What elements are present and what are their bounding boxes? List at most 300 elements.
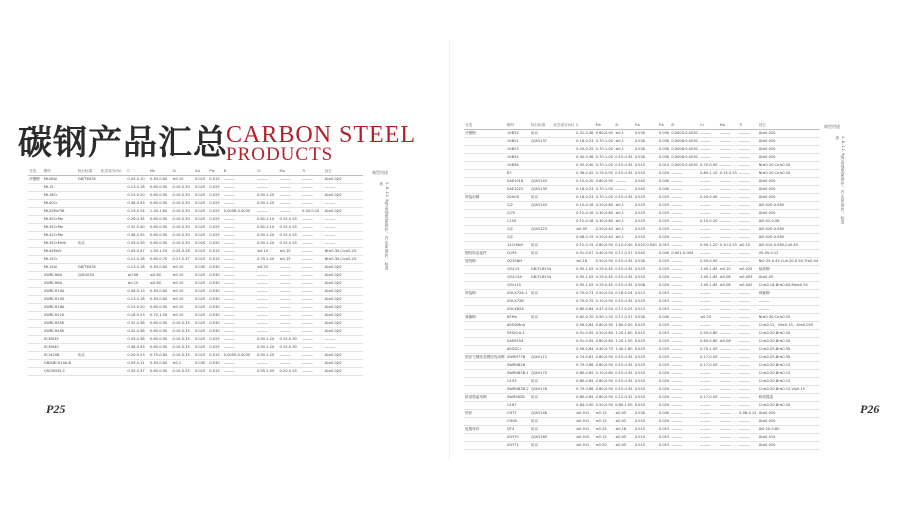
table-cell: ——— — [719, 154, 739, 162]
table-row — [464, 418, 820, 426]
table-cell: ——— — [738, 146, 758, 154]
typical-use-header-left: 典型用途 — [372, 170, 388, 175]
table-cell: 0.020 — [658, 170, 670, 178]
table-cell: 0.15-0.25 — [719, 170, 739, 178]
table-cell: 0.0008-0.0035 — [223, 208, 256, 216]
table-cell: ——— — [719, 162, 739, 170]
table-cell — [552, 226, 575, 234]
table-cell: ——— — [719, 178, 739, 186]
table-cell: 0.025-0.040 — [634, 242, 658, 250]
table-cell — [77, 200, 100, 208]
table-cell: 0.15-0.35 — [614, 274, 634, 282]
table-cell — [530, 258, 552, 266]
table-cell — [28, 352, 43, 360]
table-cell: B7 — [506, 170, 530, 178]
table-cell: QGr115 — [506, 282, 530, 290]
table-cell: ——— — [699, 426, 719, 434]
table-row — [28, 280, 363, 288]
table-cell — [464, 178, 506, 186]
table-cell: 0.19-0.24 — [126, 208, 149, 216]
table-cell: Al≥0.020 — [324, 280, 363, 288]
table-cell: 0.020 — [658, 274, 670, 282]
table-cell: 0.020 — [658, 378, 670, 386]
table-cell: 0.70-0.90 — [595, 298, 615, 306]
table-cell — [28, 304, 43, 312]
column-header: C — [126, 168, 149, 176]
table-cell: 0.025 — [194, 336, 208, 344]
table-cell: 0.10-0.30 — [171, 208, 194, 216]
table-cell: 协议 — [530, 314, 552, 322]
table-cell: ——— — [738, 154, 758, 162]
table-cell: ——— — [223, 216, 256, 224]
table-cell — [552, 258, 575, 266]
table-cell: 0.70-0.73 — [575, 290, 595, 298]
table-cell — [530, 234, 552, 242]
table-cell: Cu≤0.20,Ni≤0.20 — [758, 402, 820, 410]
table-row — [464, 442, 820, 450]
table-cell: 0.025 — [194, 272, 208, 280]
column-header: 化学成分(%) — [552, 122, 575, 130]
table-cell: 0.17-0.50 — [699, 362, 719, 370]
table-row — [28, 312, 363, 320]
table-cell: Ni≤0.30,Cu≤0.25 — [324, 248, 363, 256]
table-cell: ——— — [223, 232, 256, 240]
table-cell: ≤0.1 — [614, 234, 634, 242]
table-cell: SCM440 — [43, 344, 77, 352]
table-cell: 0.15-0.35 — [614, 282, 634, 290]
table-cell: 协议 — [77, 352, 100, 360]
table-cell: 0.24-0.28 — [171, 248, 194, 256]
table-row — [28, 320, 363, 328]
table-cell: ——— — [223, 336, 256, 344]
table-cell: 0.020 — [634, 378, 658, 386]
table-cell: 0.040 — [634, 186, 658, 194]
table-cell: 0.10-0.30 — [171, 232, 194, 240]
table-cell: 0.05-0.10 — [126, 176, 149, 184]
table-cell: Q/XG130 — [530, 186, 552, 194]
table-cell: 0.020 — [634, 234, 658, 242]
table-row — [464, 274, 820, 282]
column-header: Mn — [595, 122, 615, 130]
table-cell: 0.0005-0.0030 — [670, 162, 699, 170]
table-cell: 0.025 — [208, 344, 222, 352]
table-cell — [464, 186, 506, 194]
page-title-english-line2: PRODUCTS — [226, 144, 334, 165]
table-cell: 1.40-1.65 — [699, 274, 719, 282]
table-cell: ——— — [738, 186, 758, 194]
table-cell: 0.020 — [194, 240, 208, 248]
table-cell: ——— — [738, 226, 758, 234]
table-cell: Al≥0.020 — [758, 154, 820, 162]
table-cell: ≤0.05 — [575, 226, 595, 234]
table-cell: ——— — [699, 442, 719, 450]
table-cell — [464, 322, 506, 330]
table-row — [464, 338, 820, 346]
table-cell — [100, 264, 126, 272]
table-cell: ——— — [223, 256, 256, 264]
table-cell: ——— — [670, 362, 699, 370]
table-cell: 0.13-0.18 — [126, 184, 149, 192]
column-header: 执行标准 — [530, 122, 552, 130]
table-cell: 0.015 — [194, 368, 208, 376]
table-cell: ——— — [223, 184, 256, 192]
table-cell: ——— — [719, 418, 739, 426]
table-cell — [552, 426, 575, 434]
table-cell: ——— — [738, 210, 758, 218]
typical-use-header-right: 典型用途 — [824, 124, 840, 129]
table-cell: Al≥0.020 — [324, 192, 363, 200]
table-cell: ——— — [719, 386, 739, 394]
table-cell: Al≥0.020 — [324, 264, 363, 272]
table-cell: 0.025 — [194, 280, 208, 288]
table-cell — [552, 298, 575, 306]
table-cell: Al≥0.020 — [324, 208, 363, 216]
table-cell: Cu≤0.12，Ni≤0.15，Al≤0.005 — [758, 322, 820, 330]
table-cell: 0.09-0.11 — [126, 360, 149, 368]
table-cell — [552, 338, 575, 346]
table-cell: ——— — [738, 314, 758, 322]
table-cell: 10B38 — [506, 162, 530, 170]
table-cell: ——— — [738, 322, 758, 330]
table-row — [28, 336, 363, 344]
table-cell: ——— — [670, 434, 699, 442]
table-cell — [100, 296, 126, 304]
table-cell: ——— — [256, 208, 279, 216]
table-cell — [77, 216, 100, 224]
table-cell — [530, 322, 552, 330]
table-cell: ≤0.15 — [595, 434, 615, 442]
table-row — [464, 242, 820, 250]
table-cell: 0.25-0.45 — [595, 274, 615, 282]
table-cell: 0.030 — [208, 264, 222, 272]
table-cell: ML18Cr — [43, 192, 77, 200]
table-cell — [100, 272, 126, 280]
table-cell: ——— — [279, 192, 302, 200]
table-cell: 0.015 — [658, 306, 670, 314]
table-cell: 0.10-0.30 — [171, 240, 194, 248]
table-cell — [100, 336, 126, 344]
table-cell: 0.030 — [208, 280, 222, 288]
table-cell: 0.18-0.23 — [126, 312, 149, 320]
table-cell: 0.90-1.20 — [595, 314, 615, 322]
table-cell: ——— — [223, 328, 256, 336]
table-cell: 0.17-0.50 — [699, 354, 719, 362]
table-cell — [77, 304, 100, 312]
table-cell: 0.015 — [634, 162, 658, 170]
table-cell: 0.60-0.80 — [699, 338, 719, 346]
table-cell: ——— — [738, 330, 758, 338]
table-cell — [100, 176, 126, 184]
table-cell: 0.60-0.90 — [595, 394, 615, 402]
table-cell: ≤0.20 — [256, 264, 279, 272]
table-cell: ——— — [738, 378, 758, 386]
table-cell: ——— — [699, 210, 719, 218]
table-cell: 0.025 — [208, 232, 222, 240]
table-cell: ——— — [719, 434, 739, 442]
table-cell: 0.90-1.20 — [256, 352, 279, 360]
table-cell: ——— — [279, 296, 302, 304]
table-cell: 0.90-1.20 — [256, 240, 279, 248]
table-cell: 0.040 — [634, 250, 658, 258]
table-cell: 0.60-0.90 — [595, 178, 615, 186]
table-cell: 0.025 — [658, 338, 670, 346]
table-cell: ——— — [279, 288, 302, 296]
table-row — [464, 146, 820, 154]
table-cell: ——— — [738, 370, 758, 378]
table-cell: 55SiCrA-1 — [506, 330, 530, 338]
table-cell: SWRH77B — [506, 354, 530, 362]
table-cell: ——— — [670, 346, 699, 354]
table-cell: 0.36-0.42 — [575, 170, 595, 178]
table-cell — [464, 218, 506, 226]
table-cell — [100, 208, 126, 216]
table-cell: 0.15-0.35 — [614, 386, 634, 394]
table-cell: ≤0.10 — [738, 242, 758, 250]
table-cell — [100, 248, 126, 256]
table-cell: ——— — [738, 362, 758, 370]
table-cell: ≤0.08 — [719, 282, 739, 290]
table-cell: 0.20-0.60 — [595, 202, 615, 210]
table-cell: 1.50-1.55 — [149, 248, 172, 256]
table-cell: ——— — [670, 354, 699, 362]
table-cell: 0.025 — [194, 192, 208, 200]
table-cell: 0.15-0.35 — [171, 344, 194, 352]
table-cell: ——— — [758, 306, 820, 314]
table-row — [28, 192, 363, 200]
table-cell: ——— — [670, 394, 699, 402]
table-cell: 管线钢 — [464, 258, 506, 266]
table-cell: SWRCH15A — [43, 296, 77, 304]
table-cell: Al≥0.020 — [324, 352, 363, 360]
table-cell: 0.75-0.85 — [149, 352, 172, 360]
table-cell: 10B21 — [506, 138, 530, 146]
table-cell: ——— — [223, 296, 256, 304]
table-cell: 0.015 — [208, 352, 222, 360]
table-cell: 0.30-0.60 — [149, 360, 172, 368]
table-cell: ——— — [670, 202, 699, 210]
table-cell: ——— — [719, 194, 739, 202]
table-cell — [530, 218, 552, 226]
table-cell — [530, 170, 552, 178]
table-cell: ——— — [699, 402, 719, 410]
table-cell: 0.025 — [194, 312, 208, 320]
table-cell: 0.015 — [194, 248, 208, 256]
table-cell: SWRCH22A — [43, 312, 77, 320]
column-header: C — [575, 122, 595, 130]
column-header: 钢号 — [506, 122, 530, 130]
table-cell: ——— — [738, 250, 758, 258]
table-cell: ——— — [738, 290, 758, 298]
table-cell: ≤0.012 — [575, 426, 595, 434]
table-cell — [100, 240, 126, 248]
table-cell: 协议 — [77, 240, 100, 248]
table-cell: 0.60-0.80 — [595, 338, 615, 346]
table-cell — [464, 346, 506, 354]
table-cell: ——— — [719, 202, 739, 210]
table-cell — [28, 192, 43, 200]
table-cell: ——— — [256, 176, 279, 184]
table-cell: ——— — [699, 146, 719, 154]
table-cell: 0.15-0.35 — [614, 266, 634, 274]
table-cell — [552, 354, 575, 362]
column-header: 钢号 — [43, 168, 77, 176]
table-cell: 0.50-0.90 — [595, 258, 615, 266]
table-cell: ——— — [301, 288, 324, 296]
table-cell — [464, 330, 506, 338]
table-cell: ≤0.10 — [171, 296, 194, 304]
table-cell: Cu≤0.25,Ni≤0.35 — [758, 346, 820, 354]
column-header: 分类 — [28, 168, 43, 176]
table-cell: ——— — [301, 280, 324, 288]
table-cell: 0.020 — [634, 274, 658, 282]
table-cell: ——— — [758, 298, 820, 306]
table-cell: 0.10-0.35 — [171, 320, 194, 328]
table-cell: ——— — [223, 280, 256, 288]
table-cell: ≤0.1 — [614, 146, 634, 154]
table-cell: 0.030 — [658, 154, 670, 162]
table-cell: Ni0.25-0.45,Cu0.20-0.50,Ti≤0.04 — [758, 258, 820, 266]
column-header: Ti — [738, 122, 758, 130]
table-cell — [530, 362, 552, 370]
table-cell: 0.015 — [208, 256, 222, 264]
table-cell: 0.020 — [658, 234, 670, 242]
table-cell: 1.30-1.60 — [149, 208, 172, 216]
table-cell: 0.17-0.50 — [699, 394, 719, 402]
table-cell: 0.90-1.20 — [256, 336, 279, 344]
table-row — [28, 232, 363, 240]
table-cell: 1.20-1.50 — [614, 338, 634, 346]
table-row — [464, 306, 820, 314]
table-cell: ≤0.025 — [738, 266, 758, 274]
column-header: P≤ — [208, 168, 222, 176]
table-cell: SWRH82B-2 — [506, 386, 530, 394]
table-cell: ML42CrMo — [43, 232, 77, 240]
table-cell — [552, 362, 575, 370]
table-cell: ——— — [699, 130, 719, 138]
table-cell: ——— — [670, 314, 699, 322]
table-cell — [28, 208, 43, 216]
table-cell: ——— — [301, 272, 324, 280]
table-cell: 0.020 — [208, 240, 222, 248]
table-row — [464, 362, 820, 370]
table-cell: 0.025 — [208, 184, 222, 192]
table-cell: ——— — [223, 344, 256, 352]
table-cell: ——— — [324, 224, 363, 232]
table-cell: ——— — [301, 184, 324, 192]
table-cell — [552, 378, 575, 386]
table-cell: XGLX72A-1 — [506, 290, 530, 298]
table-cell: Q/XG143 — [530, 178, 552, 186]
table-cell: 0.025 — [658, 258, 670, 266]
table-row — [464, 322, 820, 330]
table-cell: ——— — [223, 264, 256, 272]
table-cell: 0.12-0.16 — [575, 210, 595, 218]
table-cell — [28, 288, 43, 296]
typical-use-note-right: 4.8-12.9级高强度紧固件，汽车紧固件，标准件 — [836, 136, 846, 225]
table-cell: 0.025 — [634, 362, 658, 370]
table-cell: ——— — [279, 352, 302, 360]
table-cell: ——— — [738, 418, 758, 426]
table-cell: 0.15-0.35 — [171, 336, 194, 344]
table-cell: ≤0.1 — [614, 226, 634, 234]
table-cell — [100, 232, 126, 240]
table-row — [464, 226, 820, 234]
table-cell: ——— — [738, 162, 758, 170]
table-cell: 0.015 — [658, 330, 670, 338]
table-cell: 0.30-0.60 — [149, 288, 172, 296]
table-cell: ≤0.25 — [699, 314, 719, 322]
table-cell: 0.70-1.00 — [149, 312, 172, 320]
table-cell: SWRCH8A — [43, 280, 77, 288]
table-cell: 0.12-0.16 — [126, 256, 149, 264]
table-cell: 0.60-0.90 — [149, 328, 172, 336]
table-cell — [552, 402, 575, 410]
table-cell — [552, 394, 575, 402]
table-cell: 0.80-0.85 — [575, 378, 595, 386]
table-cell: 0.030 — [634, 258, 658, 266]
table-cell: 0.15-0.30 — [279, 336, 302, 344]
table-cell: GB/T6478 — [77, 264, 100, 272]
table-cell: ——— — [699, 418, 719, 426]
table-cell: 0.030 — [208, 328, 222, 336]
table-cell: ——— — [699, 370, 719, 378]
table-cell: 0.51-0.59 — [575, 330, 595, 338]
table-cell — [77, 184, 100, 192]
table-cell: ——— — [223, 176, 256, 184]
table-cell: 0.30-0.36 — [575, 154, 595, 162]
table-cell: ——— — [738, 298, 758, 306]
table-cell: ≤0.1 — [614, 202, 634, 210]
table-cell — [464, 202, 506, 210]
table-cell — [28, 328, 43, 336]
table-cell: 0.80-0.84 — [575, 306, 595, 314]
table-cell: 0.30-0.60 — [149, 176, 172, 184]
table-cell — [552, 202, 575, 210]
table-cell: 0.10-0.40 — [614, 242, 634, 250]
table-cell — [530, 338, 552, 346]
table-cell: ——— — [670, 298, 699, 306]
table-cell — [100, 216, 126, 224]
table-cell — [552, 434, 575, 442]
table-cell: 0.025 — [634, 298, 658, 306]
table-cell: Al≥0.020 — [758, 186, 820, 194]
table-cell: 0.60-0.90 — [149, 200, 172, 208]
table-cell: Al≥0.020 — [324, 320, 363, 328]
table-cell: CHT7 — [506, 410, 530, 418]
table-cell: 0.84-0.90 — [575, 402, 595, 410]
table-cell: QG115 — [506, 266, 530, 274]
table-cell: ——— — [699, 322, 719, 330]
table-row — [464, 434, 820, 442]
table-cell: 0.25-0.45 — [595, 282, 615, 290]
table-cell: 0.025 — [658, 322, 670, 330]
table-row — [464, 330, 820, 338]
table-cell: ≤0.1 — [614, 218, 634, 226]
table-cell — [552, 290, 575, 298]
table-row — [28, 240, 363, 248]
table-cell: 0.47-0.54 — [595, 306, 615, 314]
table-cell: 0.50-0.90 — [699, 258, 719, 266]
table-cell — [552, 194, 575, 202]
table-cell: ——— — [738, 218, 758, 226]
table-row — [28, 288, 363, 296]
table-cell: 0.30-0.60 — [595, 210, 615, 218]
column-header: 其它 — [758, 122, 820, 130]
table-cell: Ni≤0.20,Cu≤0.20 — [758, 162, 820, 170]
table-cell: ——— — [670, 418, 699, 426]
table-cell: 0.015 — [658, 426, 670, 434]
table-cell: ——— — [670, 170, 699, 178]
